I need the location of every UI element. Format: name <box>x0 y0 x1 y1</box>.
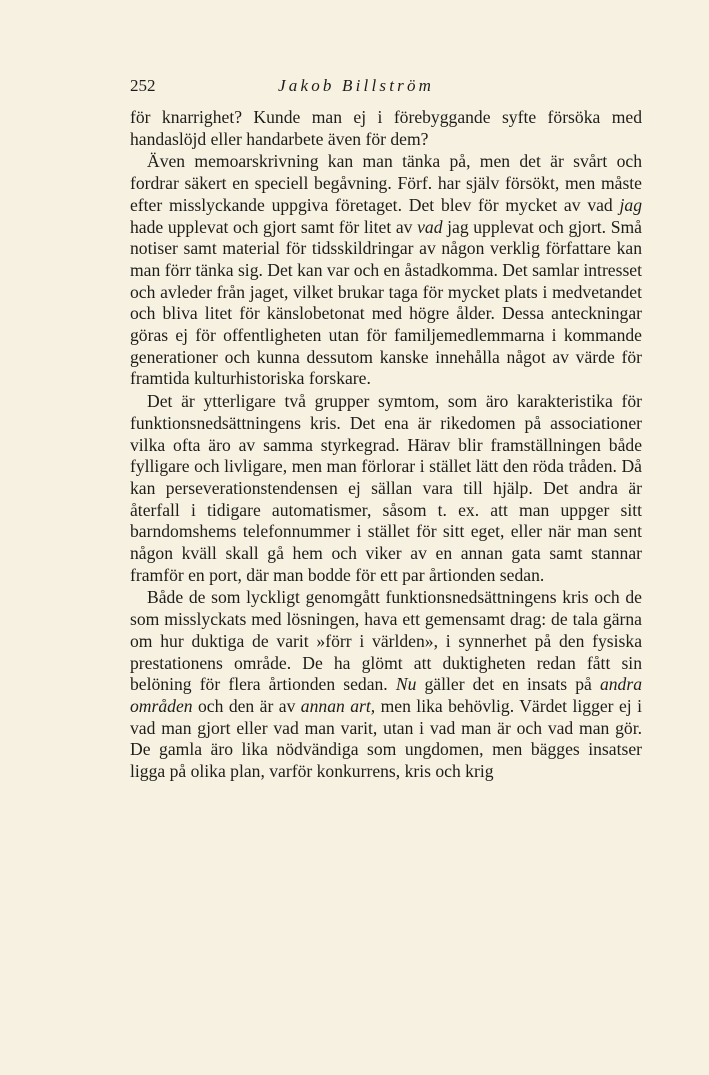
paragraph <box>130 151 642 390</box>
body-text <box>130 107 642 783</box>
text-run: jag upplevat och gjort. Små notiser samt material för tidsskildringar av någon verklig författare kan man förr tänka sig. Det kan var och en åstadkomma. Det samlar intresset och avleder från jaget, vilket brukar taga för mycket plats i medvetandet och bliva litet för känslobetonat med högre ålder. Dessa anteckningar göras ej för offentligheten utan för familjemedlemmarna i kommande generationer och kunna dessutom kanske innehålla något av värde för framtida kulturhistoriska forskare. <box>130 216 643 389</box>
italic-text: Nu <box>395 674 417 695</box>
text-run: för knarrighet? Kunde man ej i förebyggande syfte försöka med handaslöjd eller handarbete även för dem? <box>130 107 642 149</box>
italic-text: vad <box>417 216 443 237</box>
text-run: men lika behövlig. Värdet ligger ej i vad man gjort eller vad man varit, utan i vad man är och vad man gör. De gamla äro lika nödvändiga som ungdomen, men bägges insatser ligga på olika plan, varför konkurrens, kris och krig <box>130 695 642 782</box>
running-head: Jakob Billström <box>278 76 435 95</box>
italic-text: andra områden <box>130 674 642 716</box>
text-run: Det är ytterligare två grupper symtom, som äro karakteristika för funktionsnedsättningens kris. Det ena är rikedomen på associationer vilka ofta äro av samma styrkegrad. Härav blir framställningen både fylligare och livligare, men man förlorar i stället lätt den röda tråden. Då kan perseverationstendensen ej sällan vara till hjälp. Det andra är återfall i tidigare automatismer, såsom t. ex. att man uppger sitt barndomshems telefonnummer i stället för sitt eget, eller när man sent någon kväll skall gå hem och viker av en annan gata samt stannar framför en port, där man bodde för ett par årtionden sedan. <box>130 391 642 585</box>
text-run: gäller det en insats på <box>416 674 600 695</box>
paragraph <box>130 107 642 150</box>
italic-text: jag <box>619 194 642 215</box>
page-number: 252 <box>130 76 156 95</box>
paragraph <box>130 587 642 782</box>
text-run: hade upplevat och gjort samt för litet av <box>130 216 418 237</box>
text-run: Även memoarskrivning kan man tänka på, men det är svårt och fordrar säkert en speciell begåvning. Förf. har själv försökt, men måste efter misslyckande uppgiva företaget. Det blev för mycket av vad <box>130 151 642 215</box>
paragraph <box>130 391 642 586</box>
text-run: Både de som lyckligt genomgått funktionsnedsättningens kris och de som misslyckats med lösningen, hava ett gemensamt drag: de tala gärna om hur duktiga de varit »förr i världen», i synnerhet på den fysiska prestationens område. De ha glömt att duktigheten redan fått sin belöning för flera årtionden sedan. <box>130 587 642 695</box>
page-header <box>130 76 642 100</box>
italic-text: annan art, <box>300 695 376 716</box>
text-run: och den är av <box>192 695 301 716</box>
